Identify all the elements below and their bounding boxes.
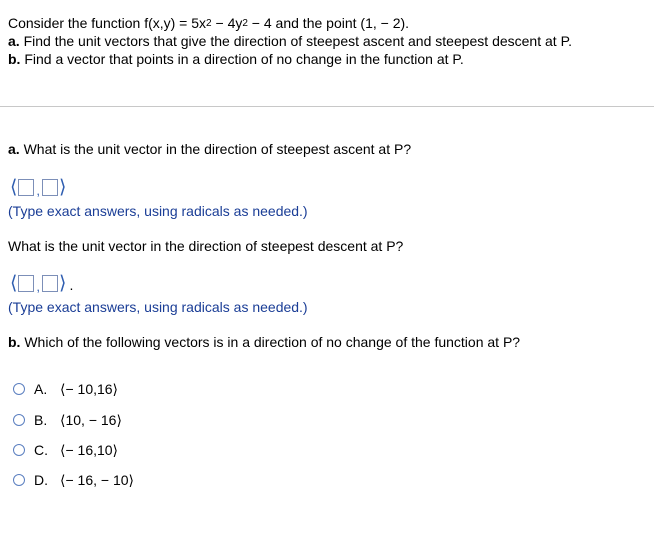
radio-button[interactable] bbox=[13, 444, 25, 456]
choice-value: ⟨− 16,10⟩ bbox=[60, 441, 119, 458]
question-steepest-descent: What is the unit vector in the direction of steepest descent at P? bbox=[8, 238, 404, 254]
problem-part-b: b. Find a vector that points in a direction of no change in the function at P. bbox=[8, 51, 464, 67]
answer-hint: (Type exact answers, using radicals as needed.) bbox=[8, 299, 308, 315]
ascent-y-input[interactable] bbox=[42, 179, 58, 196]
question-steepest-ascent: a. What is the unit vector in the direction of steepest ascent at P? bbox=[8, 141, 412, 157]
open-angle-bracket: ⟨ bbox=[10, 176, 18, 198]
trailing-period: . bbox=[69, 277, 74, 293]
choice-b[interactable] bbox=[13, 410, 122, 430]
choice-d[interactable] bbox=[13, 470, 134, 490]
choice-letter: D. bbox=[34, 472, 48, 488]
ascent-vector-answer bbox=[10, 176, 66, 198]
choice-a[interactable] bbox=[13, 379, 118, 399]
section-divider bbox=[0, 106, 654, 107]
choice-value: ⟨10, − 16⟩ bbox=[60, 411, 122, 428]
problem-part-a: a. Find the unit vectors that give the direction of steepest ascent and steepest descent at P. bbox=[8, 33, 572, 49]
choice-letter: B. bbox=[34, 412, 48, 428]
open-angle-bracket: ⟨ bbox=[10, 272, 18, 294]
problem-intro: Consider the function $f(x,y) = 5x^2 - 4y^2 - 4$ and the point (1, − 2). bbox=[8, 15, 410, 31]
choice-letter: A. bbox=[34, 381, 48, 397]
close-angle-bracket: ⟩ bbox=[59, 176, 67, 198]
radio-button[interactable] bbox=[13, 414, 25, 426]
radio-button[interactable] bbox=[13, 383, 25, 395]
answer-hint: (Type exact answers, using radicals as needed.) bbox=[8, 203, 308, 219]
ascent-x-input[interactable] bbox=[18, 179, 34, 196]
descent-x-input[interactable] bbox=[18, 275, 34, 292]
close-angle-bracket: ⟩ bbox=[59, 272, 67, 294]
question-no-change: b. Which of the following vectors is in a direction of no change of the function at P? bbox=[8, 334, 521, 350]
descent-vector-answer bbox=[10, 272, 73, 294]
choice-value: ⟨− 16, − 10⟩ bbox=[60, 471, 134, 488]
vector-comma: , bbox=[36, 182, 41, 198]
descent-y-input[interactable] bbox=[42, 275, 58, 292]
problem-statement bbox=[8, 14, 648, 68]
choice-c[interactable] bbox=[13, 440, 118, 460]
choice-value: ⟨− 10,16⟩ bbox=[60, 380, 119, 397]
vector-comma: , bbox=[36, 278, 41, 294]
choice-letter: C. bbox=[34, 442, 48, 458]
radio-button[interactable] bbox=[13, 474, 25, 486]
